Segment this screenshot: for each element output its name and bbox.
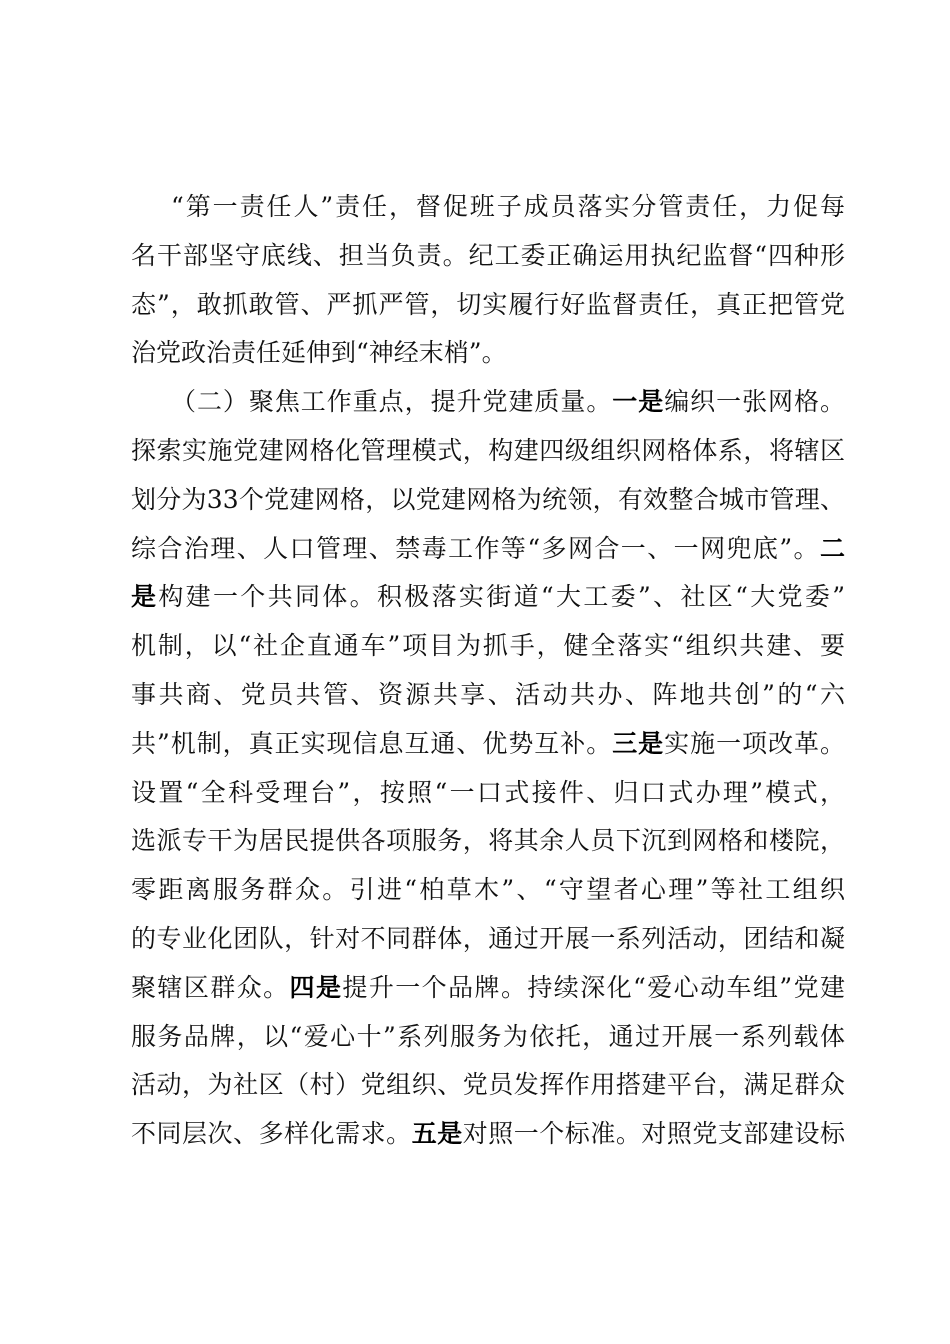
- text-line: 治党政治责任延伸到“神经末梢”。: [131, 338, 507, 368]
- bold-keyword: 是: [131, 582, 159, 612]
- text-run: 实施一项改革。: [664, 728, 845, 758]
- text-run: 共”机制，真正实现信息互通、优势互补。: [131, 728, 613, 758]
- text-line: 服务品牌，以“爱心十”系列服务为依托，通过开展一系列载体: [131, 1021, 845, 1051]
- text-line: 态”，敢抓敢管、严抓严管，切实履行好监督责任，真正把管党: [131, 289, 845, 319]
- text-line: 设置“全科受理台”，按照“一口式接件、归口式办理”模式，: [131, 777, 845, 807]
- text-run: 提升一个品牌。持续深化“爱心动车组”党建: [342, 972, 845, 1002]
- document-body: [131, 183, 845, 1159]
- text-line: [131, 720, 845, 769]
- text-line: [131, 1110, 845, 1159]
- text-line: 机制，以“社企直通车”项目为抓手，健全落实“组织共建、要: [131, 631, 845, 661]
- text-line: 零距离服务群众。引进“柏草木”、“守望者心理”等社工组织: [131, 875, 845, 905]
- text-run: 对照一个标准。对照党支部建设标: [462, 1119, 845, 1149]
- text-line: [131, 964, 845, 1013]
- bold-keyword: 二: [819, 533, 845, 563]
- section-heading: （二）聚焦工作重点，提升党建质量。: [171, 387, 613, 417]
- text-line: “第一责任人”责任，督促班子成员落实分管责任，力促每: [171, 192, 845, 221]
- text-run: 构建一个共同体。积极落实街道“大工委”、社区“大党委”: [158, 582, 845, 612]
- text-run: 综合治理、人口管理、禁毒工作等“多网合一、一网兜底”。: [131, 533, 820, 563]
- bold-keyword: 一是: [612, 387, 665, 417]
- bold-keyword: 五是: [411, 1119, 463, 1149]
- text-run: 编织一张网格。: [664, 387, 845, 417]
- bold-keyword: 三是: [612, 728, 665, 758]
- text-line: [131, 378, 845, 427]
- text-line: [131, 573, 845, 622]
- text-line: 的专业化团队，针对不同群体，通过开展一系列活动，团结和凝: [131, 923, 845, 953]
- text-run: 不同层次、多样化需求。: [131, 1119, 412, 1149]
- text-line: 探索实施党建网格化管理模式，构建四级组织网格体系，将辖区: [131, 435, 845, 465]
- bold-keyword: 四是: [289, 972, 343, 1002]
- text-run: 聚辖区群众。: [131, 972, 290, 1002]
- text-line: 名干部坚守底线、担当负责。纪工委正确运用执纪监督“四种形: [131, 240, 845, 270]
- text-line: 选派专干为居民提供各项服务，将其余人员下沉到网格和楼院，: [131, 826, 845, 856]
- text-line: 事共商、党员共管、资源共享、活动共办、阵地共创”的“六: [131, 679, 845, 709]
- text-line: 活动，为社区（村）党组织、党员发挥作用搭建平台，满足群众: [131, 1070, 845, 1100]
- text-line: 划分为33个党建网格，以党建网格为统领，有效整合城市管理、: [131, 484, 845, 514]
- text-line: [131, 525, 845, 574]
